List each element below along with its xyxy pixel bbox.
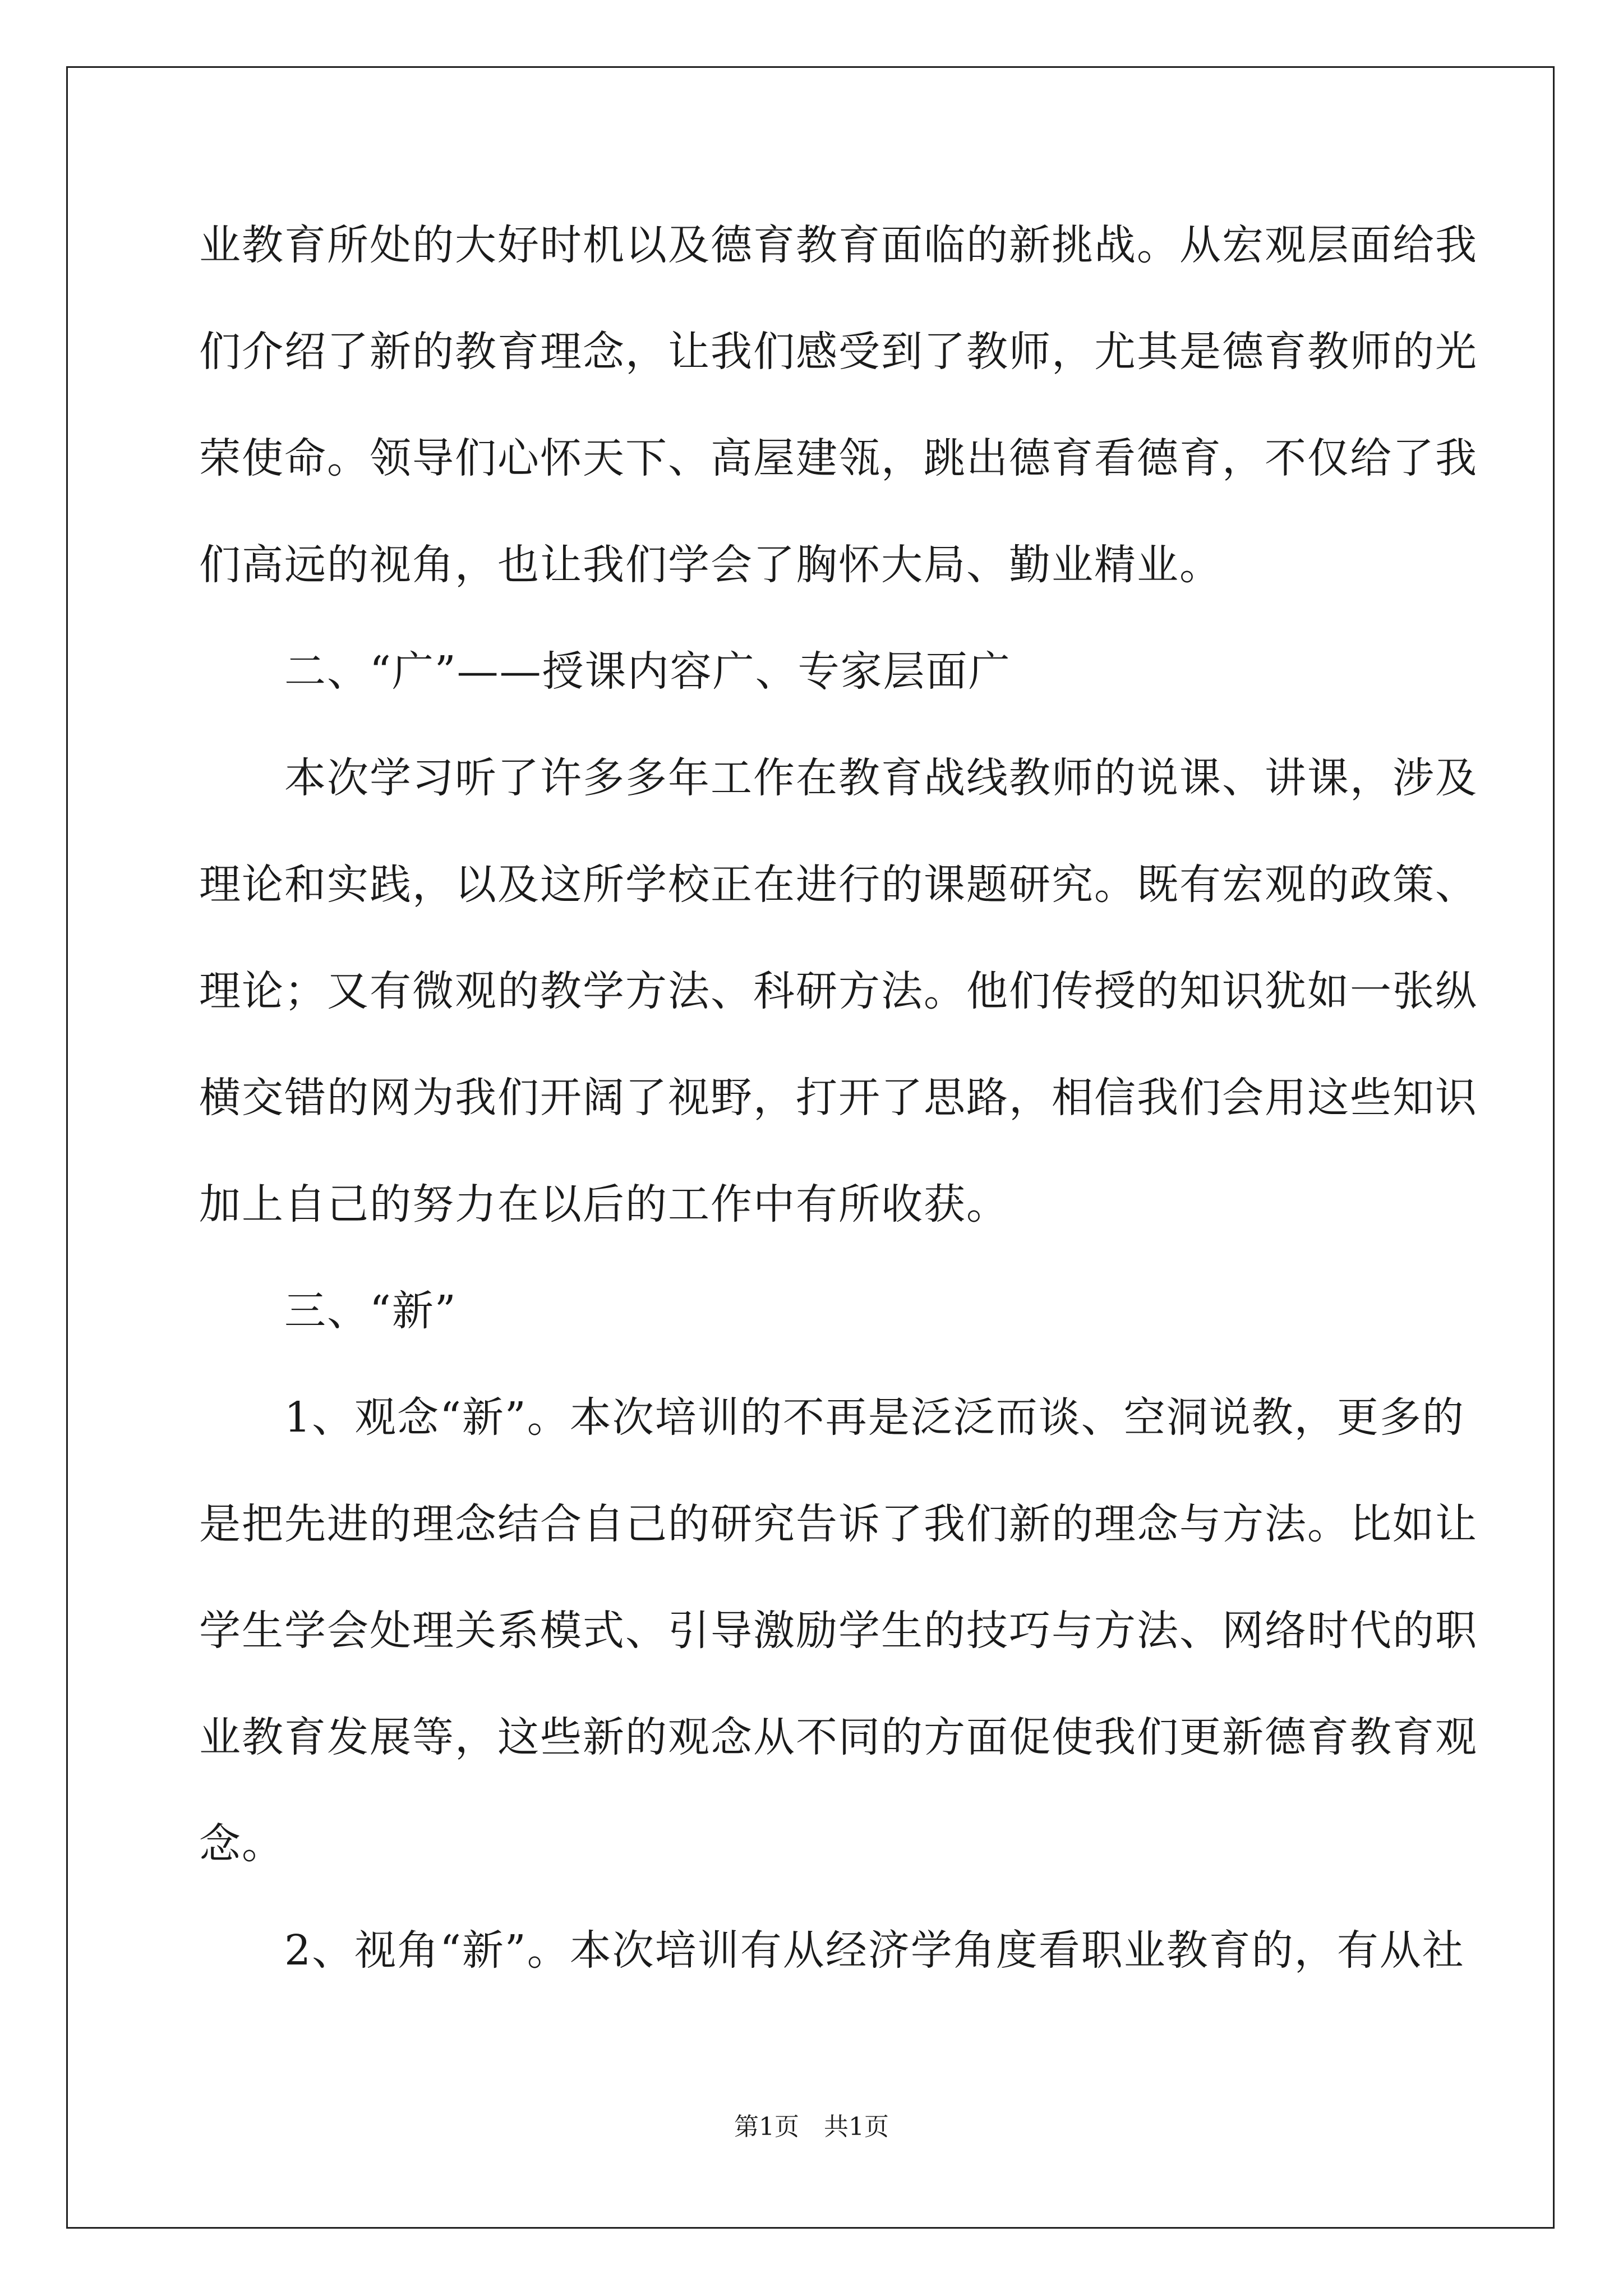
text-line-4: 们高远的视角，也让我们学会了胸怀大局、勤业精业。 <box>199 541 1222 589</box>
text-line-13: 是把先进的理念结合自己的研究告诉了我们新的理念与方法。比如让 <box>199 1500 1478 1548</box>
text-line-2: 们介绍了新的教育理念，让我们感受到了教师，尤其是德育教师的光 <box>199 328 1478 376</box>
section-heading-2: 二、“广”——授课内容广、专家层面广 <box>199 647 1011 696</box>
page-border <box>66 66 1555 2229</box>
page-footer: 第1页 共1页 <box>734 2113 889 2141</box>
text-line-14: 学生学会处理关系模式、引导激励学生的技巧与方法、网络时代的职 <box>199 1607 1478 1655</box>
text-line-10: 加上自己的努力在以后的工作中有所收获。 <box>199 1180 1009 1228</box>
text-line-3: 荣使命。领导们心怀天下、高屋建瓴，跳出德育看德育，不仅给了我 <box>199 434 1478 482</box>
text-line-6: 本次学习听了许多多年工作在教育战线教师的说课、讲课，涉及 <box>199 754 1478 802</box>
text-line-15: 业教育发展等，这些新的观念从不同的方面促使我们更新德育教育观 <box>199 1713 1478 1761</box>
text-line-9: 横交错的网为我们开阔了视野，打开了思路，相信我们会用这些知识 <box>199 1074 1478 1122</box>
text-line-12: 1、观念“新”。本次培训的不再是泛泛而谈、空洞说教，更多的 <box>199 1393 1465 1442</box>
text-line-1: 业教育所处的大好时机以及德育教育面临的新挑战。从宏观层面给我 <box>199 221 1478 269</box>
text-line-16: 念。 <box>199 1820 284 1868</box>
text-line-7: 理论和实践，以及这所学校正在进行的课题研究。既有宏观的政策、 <box>199 861 1478 909</box>
section-heading-3: 三、“新” <box>199 1287 457 1335</box>
text-line-17: 2、视角“新”。本次培训有从经济学角度看职业教育的，有从社 <box>199 1926 1465 1975</box>
text-line-8: 理论；又有微观的教学方法、科研方法。他们传授的知识犹如一张纵 <box>199 967 1478 1015</box>
